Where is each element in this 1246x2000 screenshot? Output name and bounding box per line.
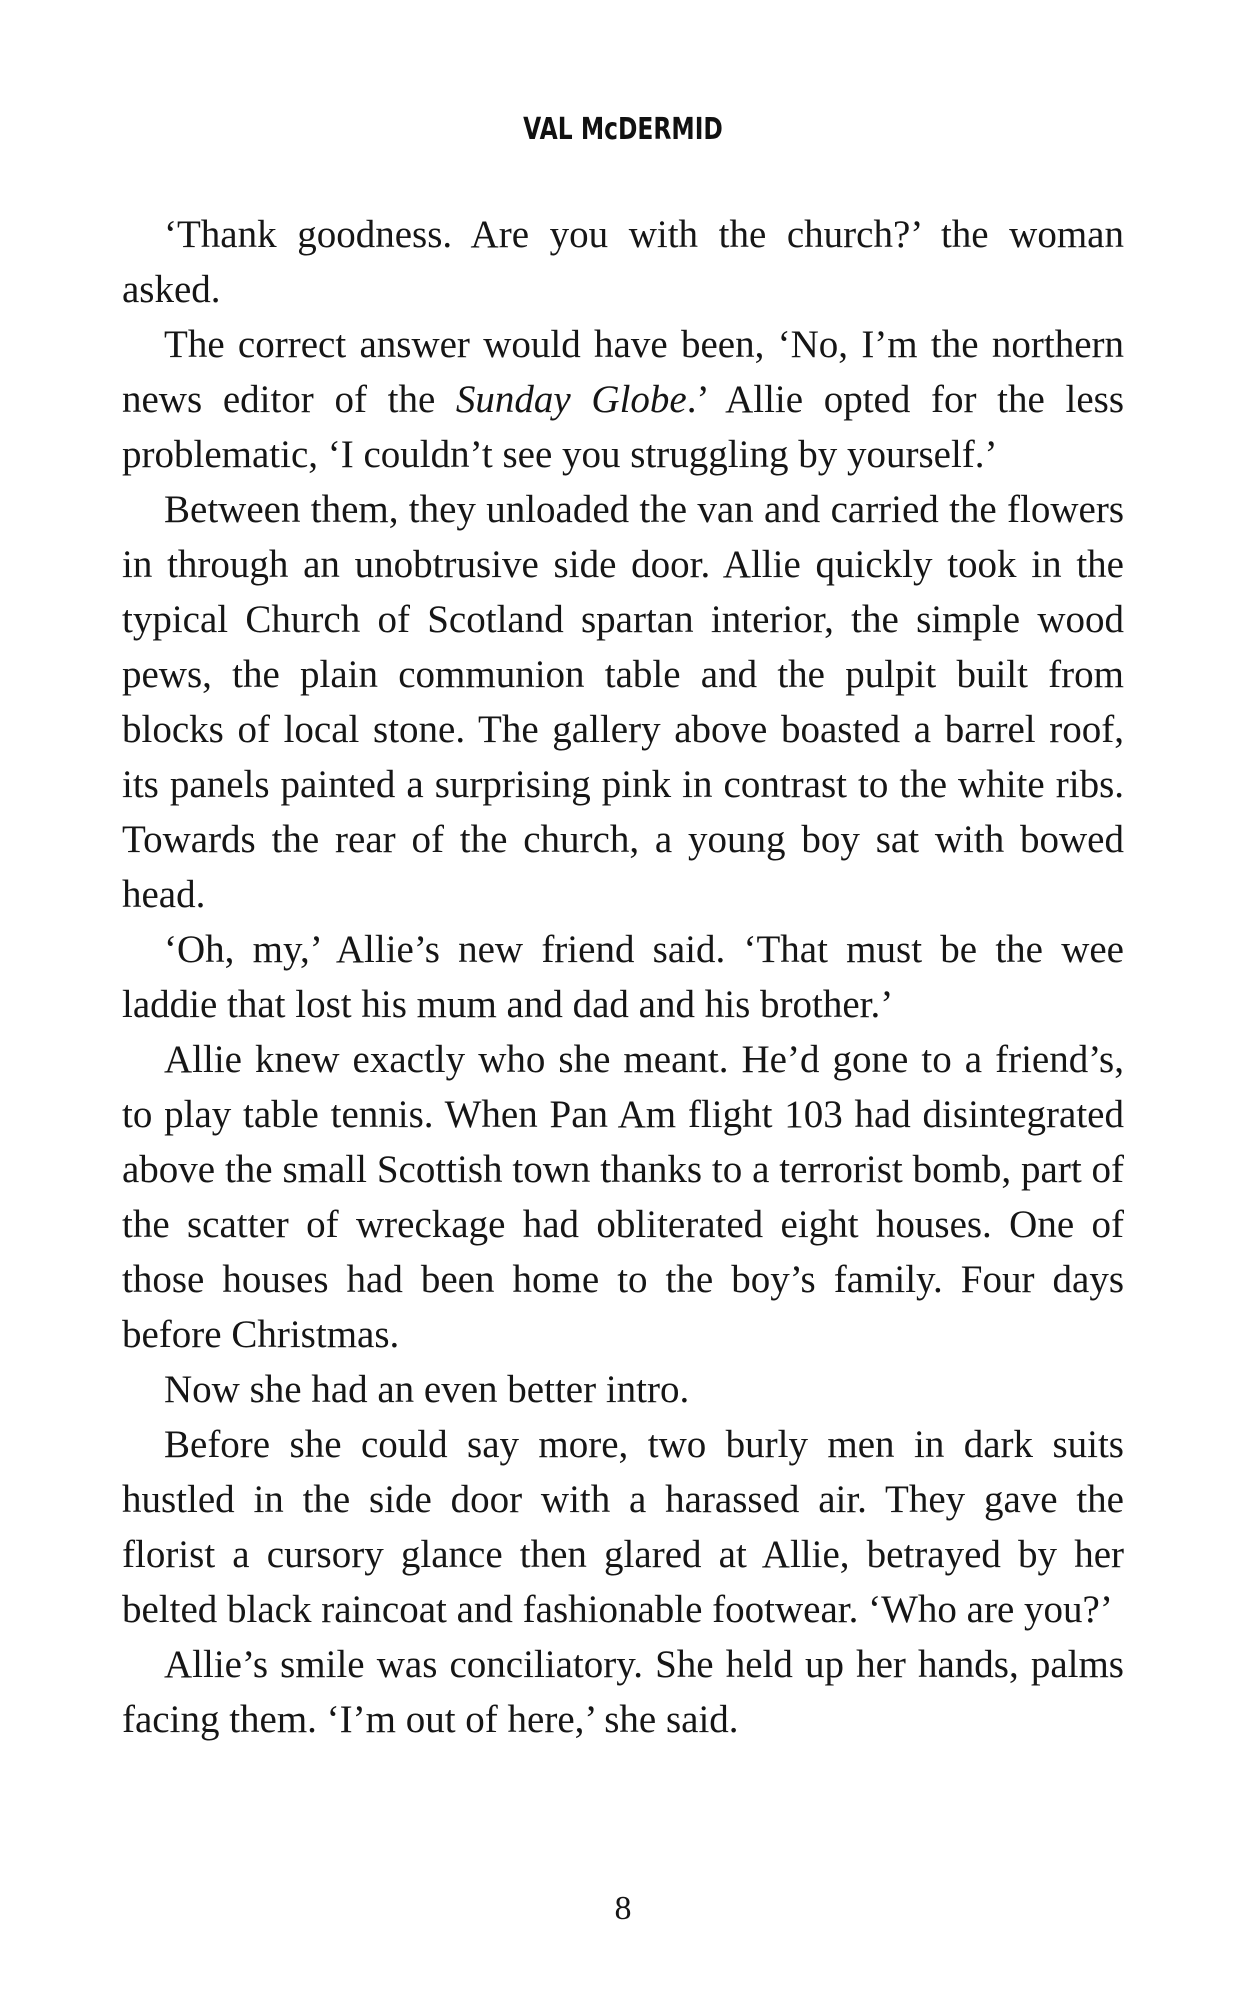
paragraph-5: Allie knew exactly who she meant. He’d gone to a friend’s, to play table tennis. When Pan Am flight 103 had disintegrated above the small Scottish town thanks to a terrorist bomb, part of the scatter of wreckage had obliterated eight houses. One of those houses had been home to the boy’s family. Four days before Christmas. bbox=[122, 1038, 1124, 1356]
paragraph-3: Between them, they unloaded the van and carried the flowers in through an unobtrusive side door. Allie quickly took in the typical Church of Scotland spartan interior, the simple wood pews, the plain communion table and the pulpit built from blocks of local stone. The gallery above boasted a barrel roof, its panels painted a surprising pink in contrast to the white ribs. Towards the rear of the church, a young boy sat with bowed head. bbox=[122, 488, 1124, 916]
paragraph-4: ‘Oh, my,’ Allie’s new friend said. ‘That must be the wee laddie that lost his mum and dad and his brother.’ bbox=[122, 928, 1124, 1026]
paragraph-6: Now she had an even better intro. bbox=[164, 1368, 690, 1411]
paragraph-8: Allie’s smile was conciliatory. She held up her hands, palms facing them. ‘I’m out of here,’ she said. bbox=[122, 1643, 1124, 1741]
paragraph-2-after: .’ Allie opted for the less problematic, ‘I couldn’t see you struggling by yourself.’ bbox=[122, 378, 1124, 476]
newspaper-title: Sunday Globe bbox=[455, 378, 687, 421]
paragraph-2-before: The correct answer would have been, ‘No, I’m the northern news editor of the bbox=[122, 323, 1124, 421]
body-text bbox=[122, 207, 1124, 1747]
paragraph-7: Before she could say more, two burly men in dark suits hustled in the side door with a harassed air. They gave the florist a cursory glance then glared at Allie, betrayed by her belted black raincoat and fashionable footwear. ‘Who are you?’ bbox=[122, 1423, 1124, 1631]
paragraph-1: ‘Thank goodness. Are you with the church?’ the woman asked. bbox=[122, 213, 1124, 311]
running-head-author: VAL McDERMID bbox=[523, 112, 723, 147]
paragraph-2 bbox=[122, 317, 1124, 482]
page-number: 8 bbox=[614, 1890, 632, 1927]
